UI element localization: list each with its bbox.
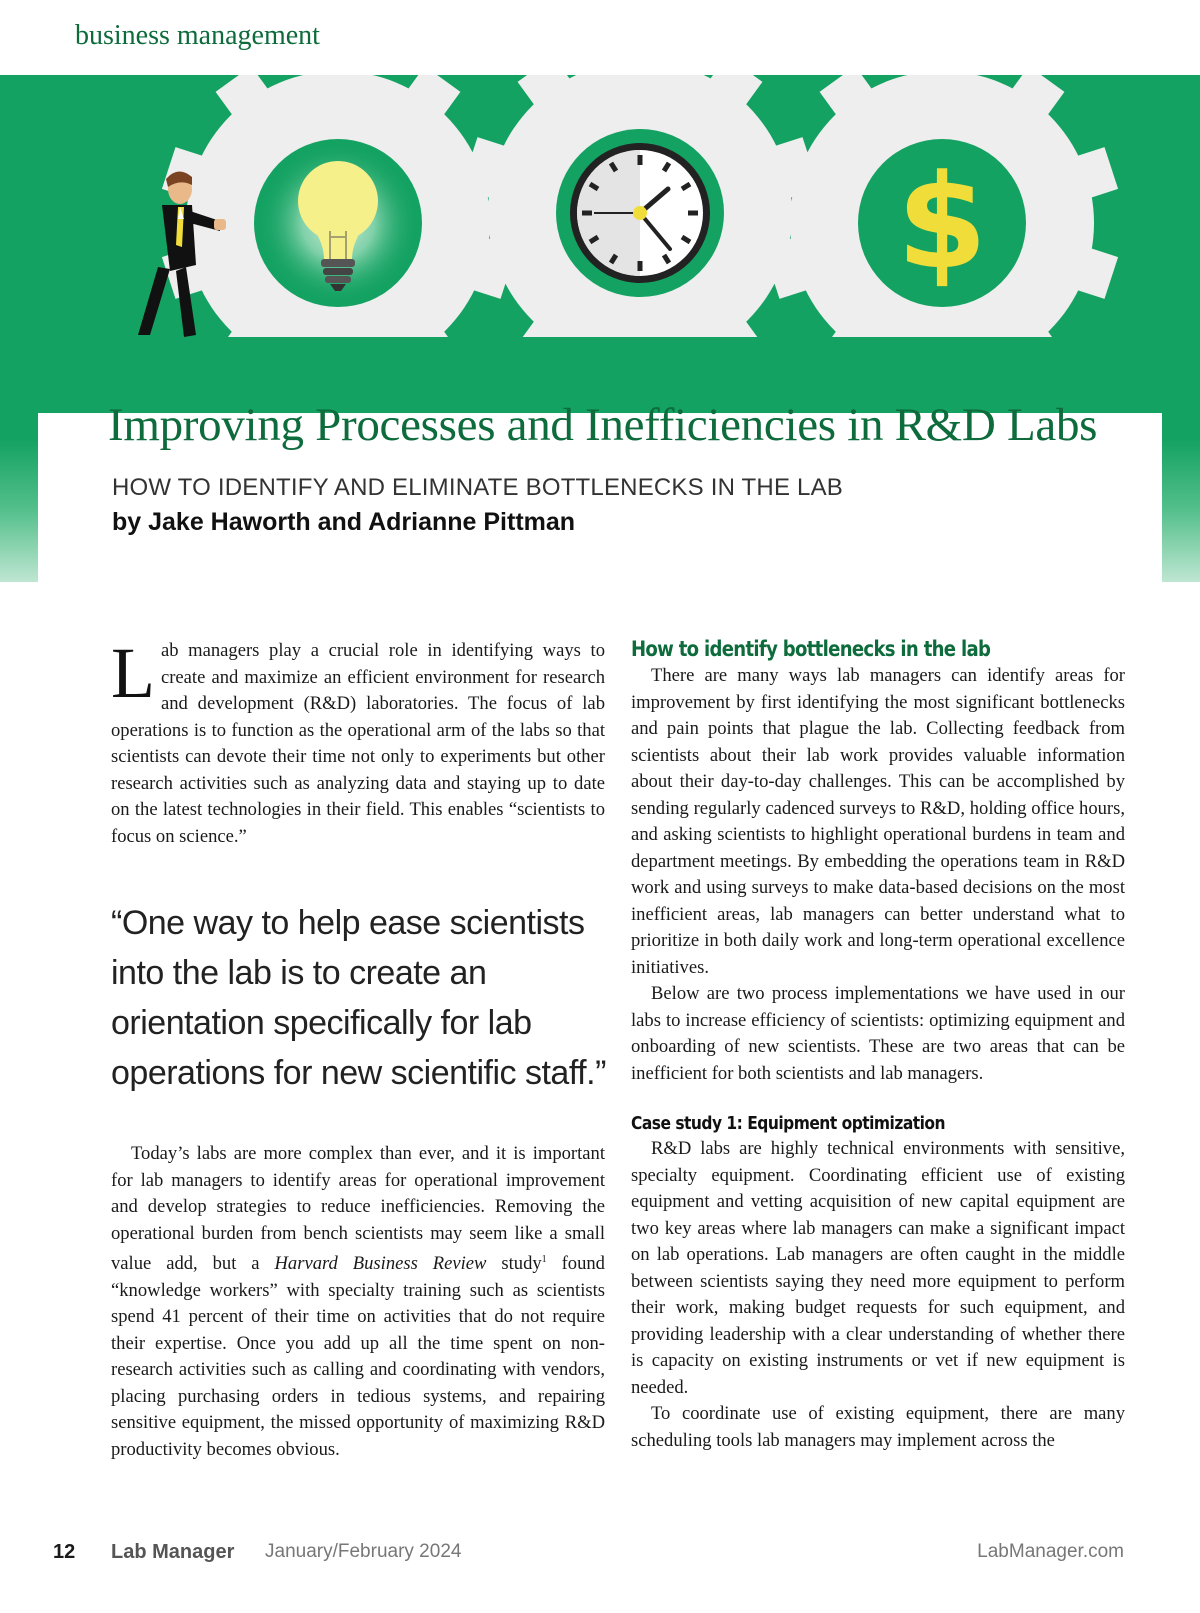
clock-icon	[570, 143, 710, 283]
para-text: Today’s labs are more complex than ever, and it is important for lab managers to identify areas for operational improvement and develop strategies to reduce inefficiencies. Removing the operational burden from bench scientists may seem like a small value add, but a	[111, 1143, 605, 1275]
intro-text: ab managers play a crucial role in identifying ways to create and maximize an efficient environment for research and development (R&D) laboratories. The focus of lab operations is to function as the operational arm of the labs so that scientists can devote their time not only to experiments but other research activities such as analyzing data and staying up to date on the latest technologies in their field. This enables “scientists to focus on science.”	[111, 640, 605, 847]
body-paragraph: Below are two process implementations we have used in our labs to increase efficiency of scientists: optimizing equipment and onboarding of new scientists. These are two areas that can be inefficient for both scientists and lab managers.	[631, 983, 1125, 1084]
section-label: business management	[75, 20, 320, 51]
para-text: study	[486, 1253, 542, 1275]
website-link[interactable]: LabManager.com	[977, 1541, 1124, 1562]
right-column	[631, 637, 1125, 1454]
article-byline: by Jake Haworth and Adrianne Pittman	[112, 508, 576, 536]
body-paragraph: To coordinate use of existing equipment, there are many scheduling tools lab managers may implement across the	[631, 1403, 1125, 1451]
magazine-name: Lab Manager	[111, 1541, 235, 1563]
page-number: 12	[53, 1541, 76, 1563]
footnote-ref: 1	[541, 1254, 547, 1265]
banner-illustration	[0, 75, 1200, 337]
intro-column	[111, 633, 605, 850]
pull-quote: “One way to help ease scientists into the lab is to create an orientation specifically for lab operations for new scientific staff.”	[111, 904, 606, 1092]
body-paragraph: There are many ways lab managers can identify areas for improvement by first identifying the most significant bottlenecks and pain points that plague the lab. Collecting feedback from scientists about their lab work provides valuable information about their day-to-day challenges. This can be accomplished by sending regularly cadenced surveys to R&D, holding office hours, and asking scientists to highlight operational burdens in team and department meetings. By embedding the operations team in R&D work and using surveys to make data-based decisions on the most inefficient areas, lab managers can better understand what to prioritize in both daily work and long-term operational excellence initiatives.	[631, 665, 1125, 978]
body-paragraph	[111, 1141, 605, 1463]
page-footer	[0, 1541, 1200, 1571]
case-study-heading: Case study 1: Equipment optimization	[631, 1113, 946, 1134]
para-text: found “knowledge workers” with specialty training such as scientists spend 41 percent of their time on activities that do not require their expertise. Once you add up all the time spent on non-research activities such as calling and coordinating with vendors, placing purchasing orders in tedious systems, and repairing sensitive equipment, the missed opportunity of maximizing R&D productivity becomes obvious.	[111, 1253, 605, 1460]
body-paragraph: R&D labs are highly technical environments with sensitive, specialty equipment. Coordinating efficient use of existing equipment and vetting acquisition of new capital equipment are two key areas where lab managers can make a significant impact on lab operations. Lab managers are often caught in the middle between scientists saying they need more equipment to perform their work, making budget requests for such equipment, and providing leadership with a clear understanding of whether there is capacity on existing instruments or vet if new equipment is needed.	[631, 1138, 1125, 1398]
header-banner	[0, 75, 1200, 582]
svg-text:$: $	[896, 146, 988, 298]
lightbulb-icon	[258, 143, 418, 303]
left-column-body	[111, 1141, 605, 1463]
issue-date: January/February 2024	[265, 1541, 462, 1562]
dollar-sign-icon	[897, 146, 987, 298]
section-heading: How to identify bottlenecks in the lab	[631, 637, 991, 661]
drop-cap: L	[111, 633, 155, 713]
publication-name: Harvard Business Review	[274, 1253, 487, 1275]
intro-paragraph	[111, 633, 605, 850]
article-title: Improving Processes and Inefficiencies in R&D Labs	[108, 399, 1098, 451]
article-subtitle: HOW TO IDENTIFY AND ELIMINATE BOTTLENECKS IN THE LAB	[112, 474, 843, 501]
